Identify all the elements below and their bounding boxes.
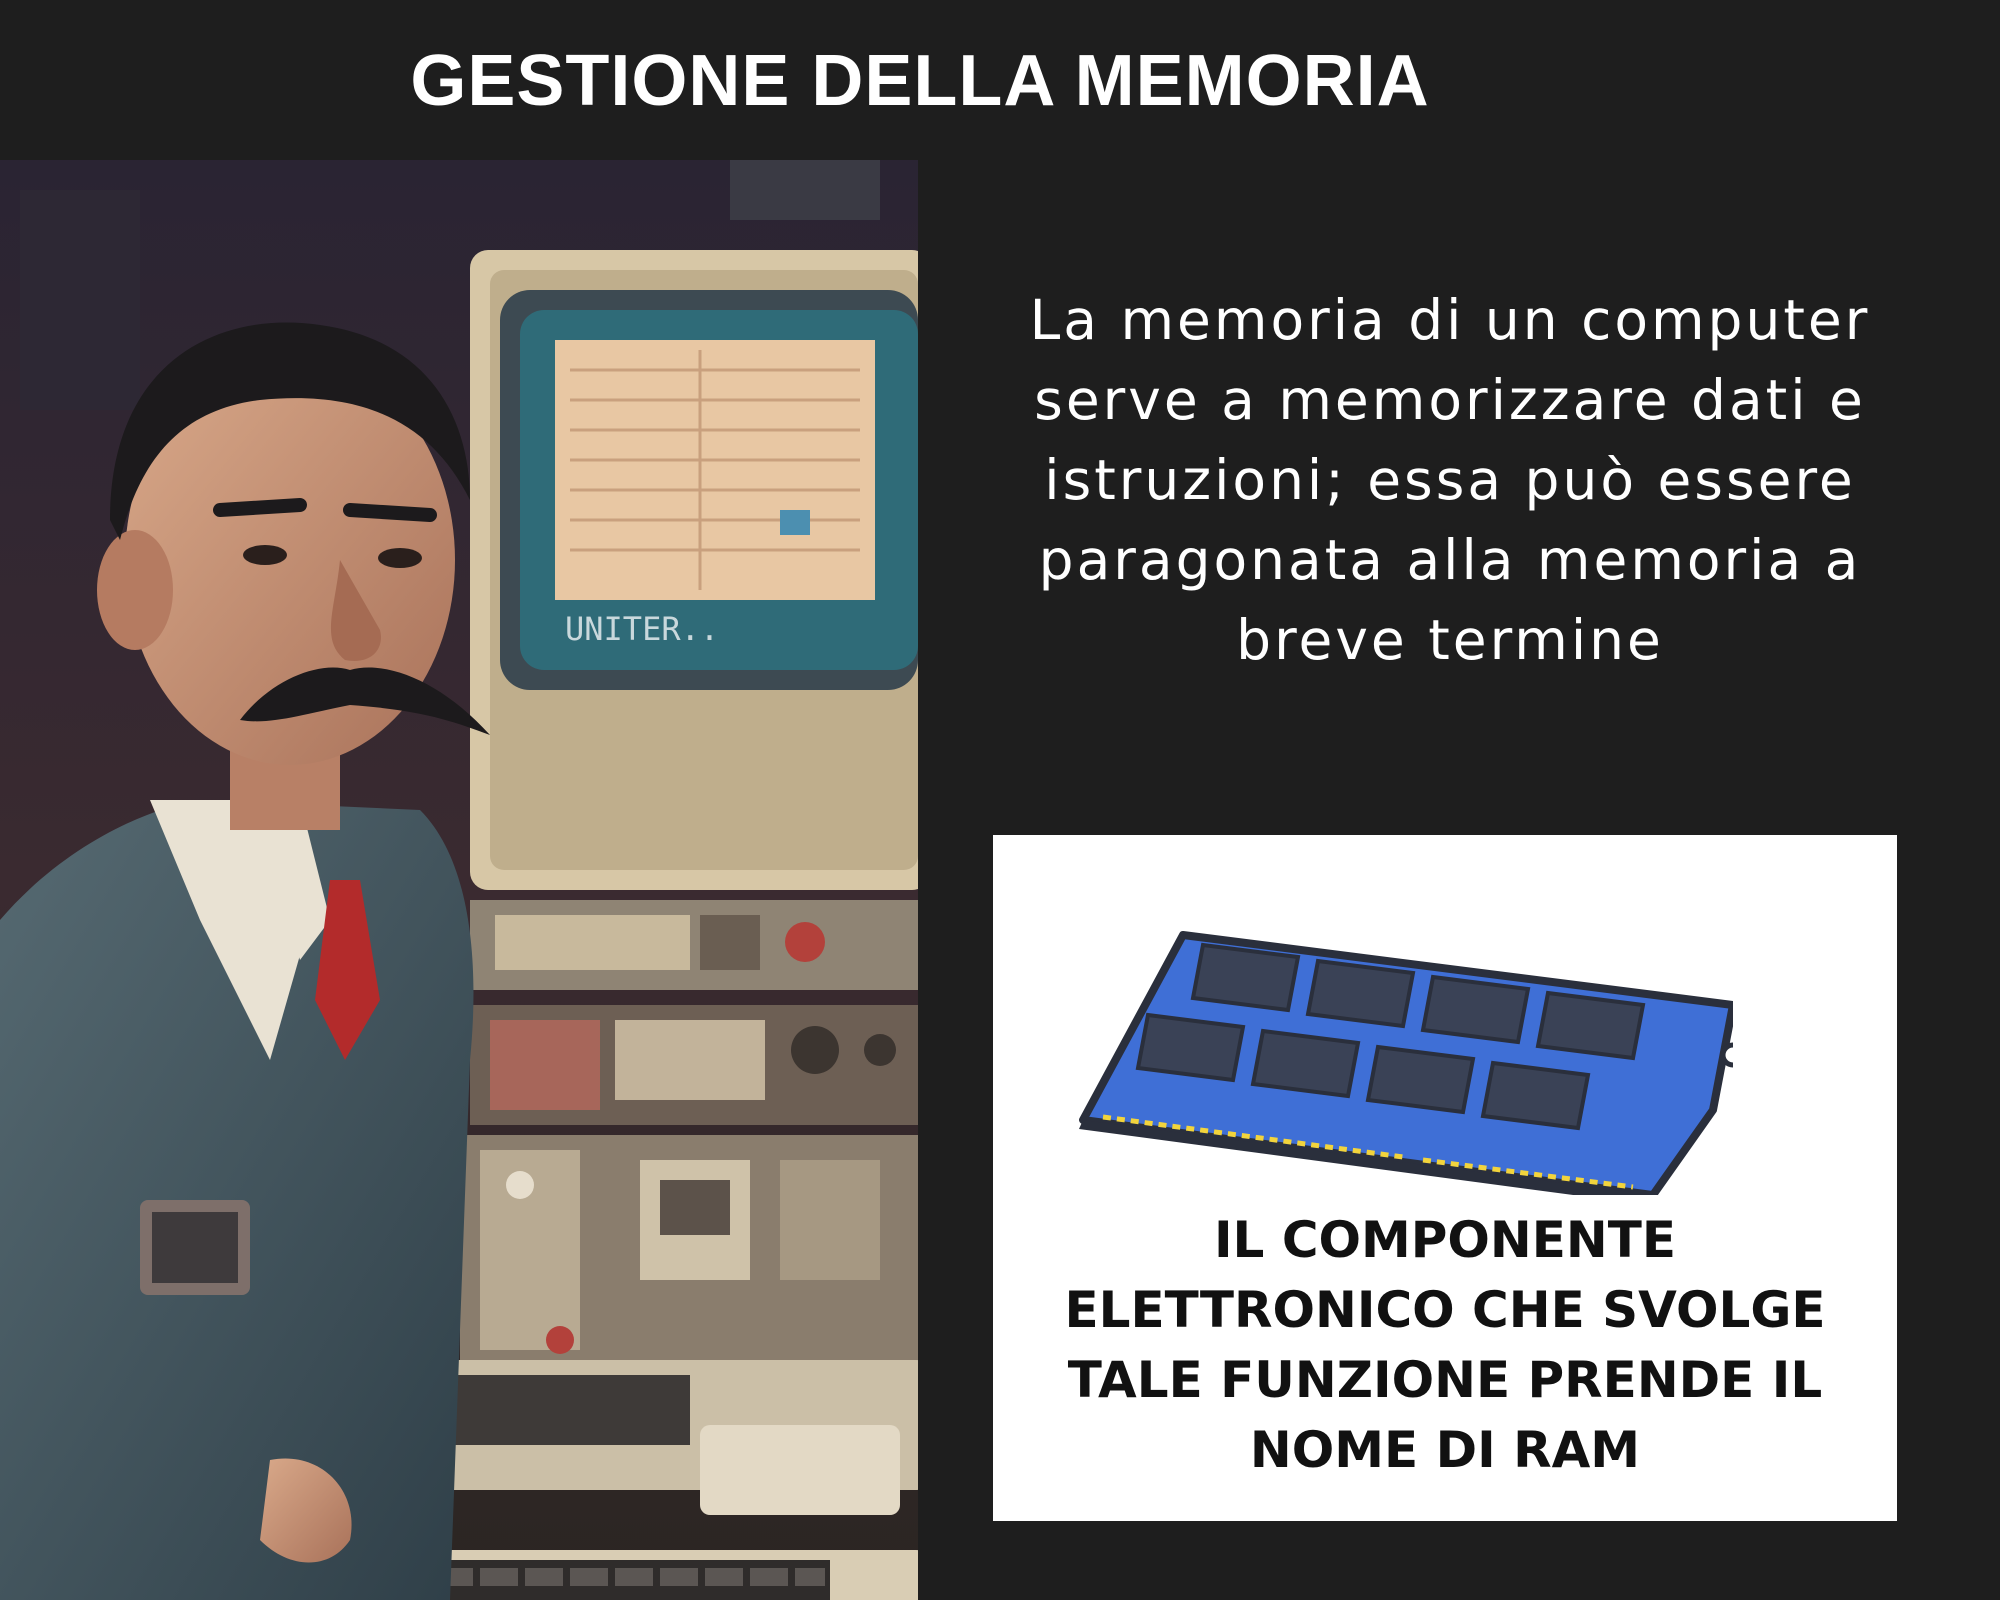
page-title: GESTIONE DELLA MEMORIA	[410, 41, 1430, 121]
retro-computer-scene	[0, 160, 918, 1600]
ram-module-icon	[1073, 895, 1733, 1195]
ram-card	[993, 835, 1897, 1521]
ram-callout: IL COMPONENTE ELETTRONICO CHE SVOLGE TALE FUNZIONE PRENDE IL NOME DI RAM	[1064, 1211, 1826, 1479]
screen-label: UNITER..	[565, 610, 720, 648]
technician-illustration	[0, 160, 918, 1600]
intro-paragraph: La memoria di un computer serve a memorizzare dati e istruzioni; essa può essere paragonata alla memoria a breve termine	[1029, 288, 1871, 672]
